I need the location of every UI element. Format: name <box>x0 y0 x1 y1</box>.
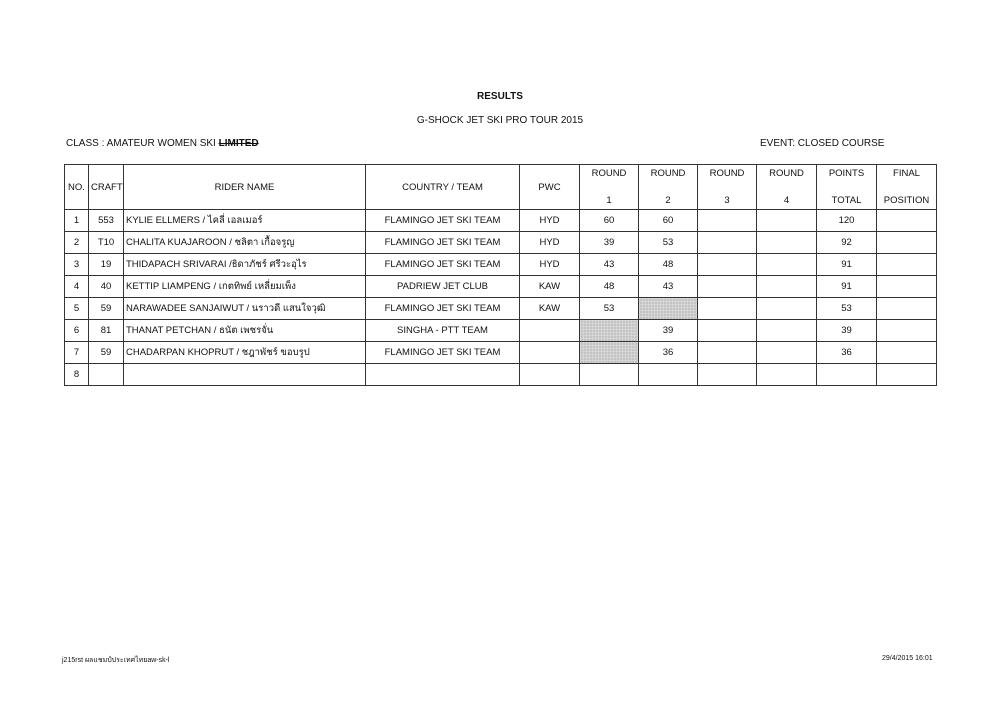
event-label: EVENT: CLOSED COURSE <box>760 138 885 149</box>
cell-final-position <box>877 342 937 364</box>
cell-craft: 19 <box>89 254 124 276</box>
class-name: CLASS : AMATEUR WOMEN SKI <box>66 138 219 149</box>
cell-no: 5 <box>65 298 89 320</box>
cell-no: 8 <box>65 364 89 386</box>
cell-country-team: FLAMINGO JET SKI TEAM <box>366 232 520 254</box>
col-round-1 <box>580 165 639 210</box>
col-points-total <box>817 165 877 210</box>
cell-round-1 <box>580 342 639 364</box>
round-number: 4 <box>783 195 790 206</box>
table-row <box>65 364 937 386</box>
cell-pwc <box>520 342 580 364</box>
table-row <box>65 254 937 276</box>
table-row <box>65 276 937 298</box>
cell-round-3 <box>698 320 757 342</box>
position-label: POSITION <box>883 195 930 206</box>
cell-round-3 <box>698 232 757 254</box>
cell-craft: 59 <box>89 298 124 320</box>
header-row <box>65 165 937 210</box>
cell-country-team: FLAMINGO JET SKI TEAM <box>366 210 520 232</box>
cell-round-1: 39 <box>580 232 639 254</box>
cell-country-team: PADRIEW JET CLUB <box>366 276 520 298</box>
cell-round-2: 39 <box>639 320 698 342</box>
round-number: 3 <box>724 195 730 206</box>
col-round-2 <box>639 165 698 210</box>
cell-points-total: 120 <box>817 210 877 232</box>
cell-final-position <box>877 254 937 276</box>
col-final-position <box>877 165 937 210</box>
cell-points-total: 91 <box>817 254 877 276</box>
cell-country-team: FLAMINGO JET SKI TEAM <box>366 254 520 276</box>
cell-craft: 81 <box>89 320 124 342</box>
cell-pwc <box>520 320 580 342</box>
class-label <box>66 138 259 149</box>
col-rider-name: RIDER NAME <box>124 165 366 210</box>
col-round-4 <box>757 165 817 210</box>
round-label: ROUND <box>650 168 686 179</box>
cell-craft: T10 <box>89 232 124 254</box>
cell-round-2 <box>639 364 698 386</box>
cell-final-position <box>877 210 937 232</box>
cell-pwc: HYD <box>520 210 580 232</box>
cell-round-3 <box>698 254 757 276</box>
cell-craft: 553 <box>89 210 124 232</box>
cell-round-2: 48 <box>639 254 698 276</box>
cell-round-1 <box>580 364 639 386</box>
cell-pwc: KAW <box>520 298 580 320</box>
cell-round-3 <box>698 364 757 386</box>
footer-timestamp: 29/4/2015 16:01 <box>882 655 933 662</box>
cell-round-3 <box>698 298 757 320</box>
cell-points-total: 53 <box>817 298 877 320</box>
cell-round-2: 43 <box>639 276 698 298</box>
cell-craft: 40 <box>89 276 124 298</box>
cell-round-4 <box>757 232 817 254</box>
cell-rider-name: NARAWADEE SANJAIWUT / นราวดี แสนใจวุฒิ <box>124 298 366 320</box>
round-label: ROUND <box>709 168 745 179</box>
cell-points-total: 92 <box>817 232 877 254</box>
cell-round-2 <box>639 298 698 320</box>
table-row <box>65 320 937 342</box>
col-country-team: COUNTRY / TEAM <box>366 165 520 210</box>
cell-round-4 <box>757 210 817 232</box>
cell-country-team: SINGHA - PTT TEAM <box>366 320 520 342</box>
cell-final-position <box>877 232 937 254</box>
cell-round-4 <box>757 342 817 364</box>
cell-round-3 <box>698 276 757 298</box>
cell-no: 6 <box>65 320 89 342</box>
cell-pwc <box>520 364 580 386</box>
footer-file-ref: j215rst ผลแชมป์ประเทศไทยaw-sk-l <box>62 657 170 664</box>
cell-country-team <box>366 364 520 386</box>
class-limited: LIMITED <box>218 138 259 149</box>
cell-rider-name: KYLIE ELLMERS / ไคลี่ เอลเมอร์ <box>124 210 366 232</box>
cell-no: 7 <box>65 342 89 364</box>
cell-rider-name: THANAT PETCHAN / ธนัต เพชรจั่น <box>124 320 366 342</box>
event-series-title: G-SHOCK JET SKI PRO TOUR 2015 <box>416 115 584 126</box>
cell-no: 4 <box>65 276 89 298</box>
cell-round-4 <box>757 254 817 276</box>
cell-round-3 <box>698 342 757 364</box>
results-table <box>64 164 937 386</box>
round-label: ROUND <box>769 168 804 179</box>
cell-final-position <box>877 276 937 298</box>
cell-round-1: 48 <box>580 276 639 298</box>
cell-points-total: 36 <box>817 342 877 364</box>
cell-round-1: 43 <box>580 254 639 276</box>
cell-points-total: 91 <box>817 276 877 298</box>
cell-round-4 <box>757 276 817 298</box>
cell-craft <box>89 364 124 386</box>
table-row <box>65 210 937 232</box>
cell-round-4 <box>757 298 817 320</box>
cell-final-position <box>877 364 937 386</box>
cell-round-2: 60 <box>639 210 698 232</box>
cell-points-total: 39 <box>817 320 877 342</box>
cell-rider-name: KETTIP LIAMPENG / เกตทิพย์ เหลี่ยมเพ็ง <box>124 276 366 298</box>
cell-round-2: 53 <box>639 232 698 254</box>
cell-round-1: 53 <box>580 298 639 320</box>
col-no: NO. <box>65 165 89 210</box>
cell-no: 2 <box>65 232 89 254</box>
table-row <box>65 232 937 254</box>
cell-final-position <box>877 320 937 342</box>
page-title: RESULTS <box>477 91 523 102</box>
cell-round-2: 36 <box>639 342 698 364</box>
cell-round-1: 60 <box>580 210 639 232</box>
table-row <box>65 298 937 320</box>
cell-no: 1 <box>65 210 89 232</box>
cell-final-position <box>877 298 937 320</box>
round-number: 1 <box>606 195 612 206</box>
table-row <box>65 342 937 364</box>
cell-country-team: FLAMINGO JET SKI TEAM <box>366 298 520 320</box>
cell-pwc: HYD <box>520 254 580 276</box>
cell-round-3 <box>698 210 757 232</box>
cell-pwc: KAW <box>520 276 580 298</box>
cell-rider-name: CHALITA KUAJAROON / ชลิตา เกื้อจรูญ <box>124 232 366 254</box>
cell-rider-name <box>124 364 366 386</box>
cell-rider-name: CHADARPAN KHOPRUT / ชฎาพัชร์ ขอบรูป <box>124 342 366 364</box>
cell-craft: 59 <box>89 342 124 364</box>
cell-no: 3 <box>65 254 89 276</box>
round-label: ROUND <box>591 168 627 179</box>
cell-round-4 <box>757 364 817 386</box>
col-pwc: PWC <box>520 165 580 210</box>
cell-points-total <box>817 364 877 386</box>
cell-round-4 <box>757 320 817 342</box>
col-round-3 <box>698 165 757 210</box>
cell-pwc: HYD <box>520 232 580 254</box>
total-label: TOTAL <box>831 195 862 206</box>
col-craft: CRAFT <box>89 165 124 210</box>
points-label: POINTS <box>828 168 865 179</box>
cell-country-team: FLAMINGO JET SKI TEAM <box>366 342 520 364</box>
round-number: 2 <box>665 195 671 206</box>
cell-rider-name: THIDAPACH SRIVARAI /ธิดาภัชร์ ศรีวะอุไร <box>124 254 366 276</box>
cell-round-1 <box>580 320 639 342</box>
final-label: FINAL <box>893 168 920 179</box>
